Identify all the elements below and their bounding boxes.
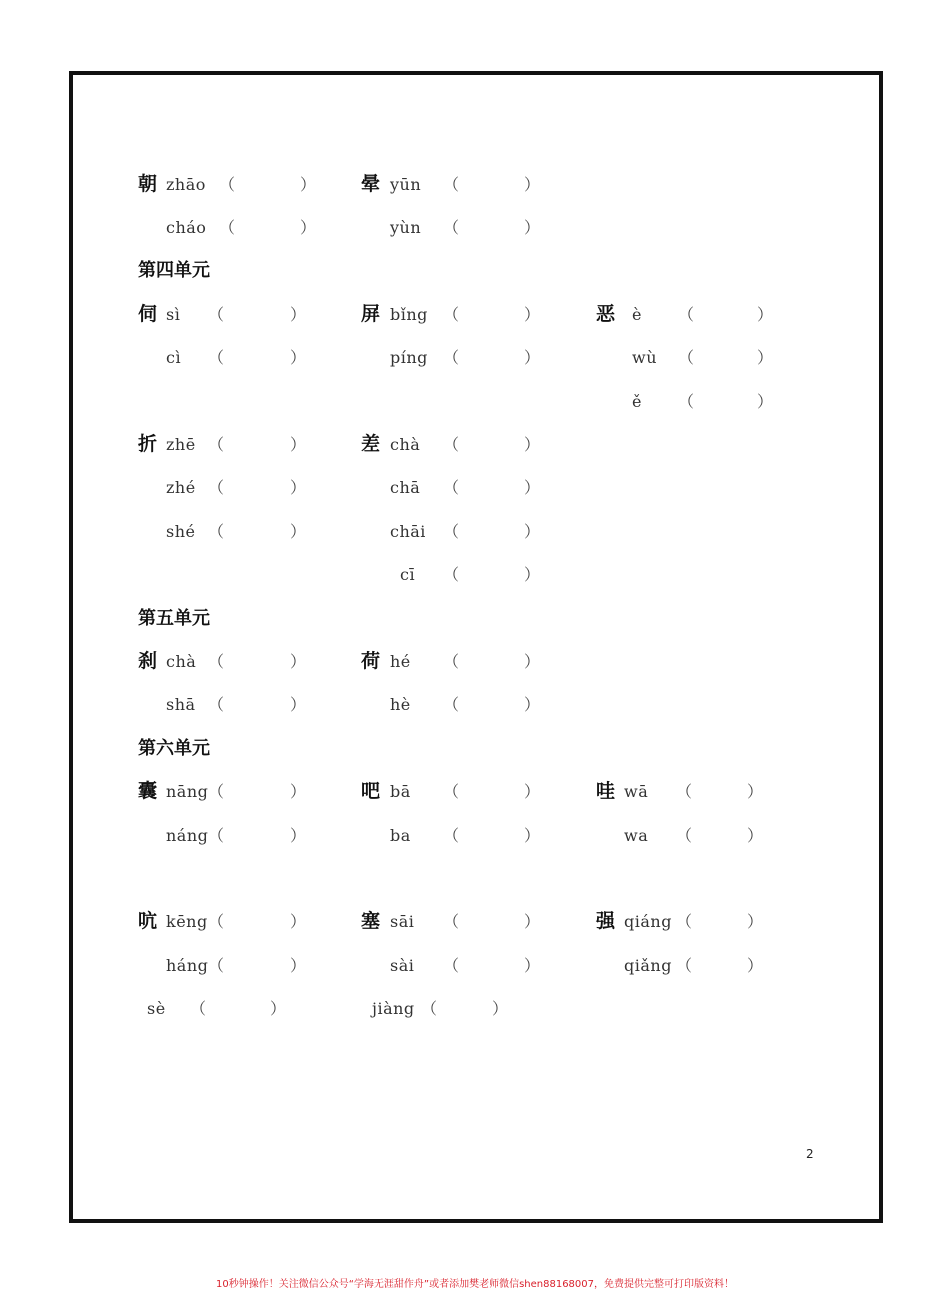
answer-blank-open: （ xyxy=(190,999,207,1018)
pinyin-reading: wā xyxy=(624,782,649,801)
answer-blank-close: ） xyxy=(290,478,307,497)
answer-blank-open: （ xyxy=(443,912,460,931)
answer-blank-close: ） xyxy=(290,348,307,367)
answer-blank-close: ） xyxy=(747,956,764,975)
pinyin-reading: qiáng xyxy=(624,912,672,931)
page-border xyxy=(69,71,883,1223)
pinyin-reading: jiàng xyxy=(372,999,415,1018)
answer-blank-close: ） xyxy=(524,348,541,367)
pinyin-reading: kēng xyxy=(166,912,208,931)
answer-blank-close: ） xyxy=(524,652,541,671)
answer-blank-open: （ xyxy=(208,478,225,497)
answer-blank-open: （ xyxy=(676,912,693,931)
answer-blank-open: （ xyxy=(421,999,438,1018)
answer-blank-open: （ xyxy=(208,522,225,541)
answer-blank-close: ） xyxy=(290,912,307,931)
polyphonic-character: 伺 xyxy=(138,303,158,325)
polyphonic-character: 晕 xyxy=(361,173,381,195)
answer-blank-close: ） xyxy=(524,478,541,497)
answer-blank-open: （ xyxy=(676,956,693,975)
pinyin-reading: chà xyxy=(166,652,197,671)
footer-note: 10秒钟操作！关注微信公众号“学海无涯甜作舟”或者添加樊老师微信shen88168007，免费提供完整可打印版资料！ xyxy=(215,1279,735,1290)
answer-blank-open: （ xyxy=(443,218,460,237)
answer-blank-open: （ xyxy=(219,218,236,237)
answer-blank-close: ） xyxy=(524,912,541,931)
answer-blank-close: ） xyxy=(290,782,307,801)
answer-blank-open: （ xyxy=(443,435,460,454)
pinyin-reading: nāng xyxy=(166,782,209,801)
polyphonic-character: 荷 xyxy=(361,650,381,672)
pinyin-reading: hé xyxy=(390,652,411,671)
answer-blank-open: （ xyxy=(678,305,695,324)
pinyin-reading: píng xyxy=(390,348,428,367)
pinyin-reading: bā xyxy=(390,782,411,801)
pinyin-reading: háng xyxy=(166,956,209,975)
polyphonic-character: 差 xyxy=(361,433,381,455)
answer-blank-close: ） xyxy=(524,435,541,454)
pinyin-reading: wa xyxy=(624,826,649,845)
answer-blank-open: （ xyxy=(443,565,460,584)
answer-blank-open: （ xyxy=(208,912,225,931)
pinyin-reading: yùn xyxy=(390,218,422,237)
answer-blank-open: （ xyxy=(443,348,460,367)
answer-blank-close: ） xyxy=(747,826,764,845)
answer-blank-close: ） xyxy=(270,999,287,1018)
answer-blank-close: ） xyxy=(524,218,541,237)
answer-blank-open: （ xyxy=(208,435,225,454)
pinyin-reading: zhē xyxy=(166,435,196,454)
pinyin-reading: bǐng xyxy=(390,305,428,324)
pinyin-reading: sài xyxy=(390,956,415,975)
answer-blank-close: ） xyxy=(290,956,307,975)
polyphonic-character: 哇 xyxy=(596,780,616,802)
answer-blank-close: ） xyxy=(492,999,509,1018)
answer-blank-open: （ xyxy=(219,175,236,194)
polyphonic-character: 塞 xyxy=(361,910,381,932)
pinyin-reading: chāi xyxy=(390,522,426,541)
answer-blank-open: （ xyxy=(443,782,460,801)
unit-heading: 第四单元 xyxy=(138,260,210,281)
answer-blank-open: （ xyxy=(676,782,693,801)
page-number: 2 xyxy=(806,1147,814,1161)
answer-blank-open: （ xyxy=(208,305,225,324)
answer-blank-close: ） xyxy=(524,956,541,975)
answer-blank-close: ） xyxy=(757,305,774,324)
polyphonic-character: 朝 xyxy=(138,173,158,195)
unit-heading: 第六单元 xyxy=(138,738,210,759)
answer-blank-close: ） xyxy=(300,175,317,194)
pinyin-reading: cī xyxy=(400,565,416,584)
answer-blank-close: ） xyxy=(757,348,774,367)
pinyin-reading: yūn xyxy=(390,175,422,194)
pinyin-reading: chā xyxy=(390,478,421,497)
answer-blank-open: （ xyxy=(443,478,460,497)
pinyin-reading: sè xyxy=(147,999,166,1018)
pinyin-reading: shé xyxy=(166,522,196,541)
answer-blank-open: （ xyxy=(208,695,225,714)
answer-blank-close: ） xyxy=(290,522,307,541)
polyphonic-character: 恶 xyxy=(596,303,616,325)
pinyin-reading: zhāo xyxy=(166,175,206,194)
polyphonic-character: 吧 xyxy=(361,780,381,802)
pinyin-reading: cì xyxy=(166,348,182,367)
answer-blank-close: ） xyxy=(524,565,541,584)
answer-blank-close: ） xyxy=(524,175,541,194)
answer-blank-close: ） xyxy=(747,782,764,801)
pinyin-reading: ba xyxy=(390,826,411,845)
answer-blank-open: （ xyxy=(678,392,695,411)
pinyin-reading: è xyxy=(632,305,642,324)
answer-blank-close: ） xyxy=(524,782,541,801)
answer-blank-close: ） xyxy=(290,305,307,324)
pinyin-reading: zhé xyxy=(166,478,196,497)
answer-blank-close: ） xyxy=(524,826,541,845)
answer-blank-close: ） xyxy=(747,912,764,931)
answer-blank-close: ） xyxy=(290,435,307,454)
polyphonic-character: 强 xyxy=(596,910,616,932)
polyphonic-character: 囊 xyxy=(138,780,158,802)
polyphonic-character: 刹 xyxy=(138,650,158,672)
pinyin-reading: shā xyxy=(166,695,196,714)
answer-blank-close: ） xyxy=(290,652,307,671)
answer-blank-open: （ xyxy=(676,826,693,845)
pinyin-reading: sì xyxy=(166,305,181,324)
answer-blank-open: （ xyxy=(443,956,460,975)
answer-blank-open: （ xyxy=(208,348,225,367)
answer-blank-open: （ xyxy=(208,956,225,975)
answer-blank-close: ） xyxy=(290,826,307,845)
pinyin-reading: chà xyxy=(390,435,421,454)
unit-heading: 第五单元 xyxy=(138,608,210,629)
answer-blank-close: ） xyxy=(300,218,317,237)
answer-blank-close: ） xyxy=(757,392,774,411)
answer-blank-open: （ xyxy=(443,652,460,671)
pinyin-reading: náng xyxy=(166,826,209,845)
answer-blank-close: ） xyxy=(524,522,541,541)
answer-blank-open: （ xyxy=(443,695,460,714)
polyphonic-character: 折 xyxy=(138,433,158,455)
answer-blank-open: （ xyxy=(443,522,460,541)
pinyin-reading: cháo xyxy=(166,218,207,237)
pinyin-reading: sāi xyxy=(390,912,415,931)
answer-blank-open: （ xyxy=(208,652,225,671)
pinyin-reading: ě xyxy=(632,392,642,411)
polyphonic-character: 屏 xyxy=(361,303,381,325)
pinyin-reading: wù xyxy=(632,348,657,367)
answer-blank-close: ） xyxy=(524,695,541,714)
pinyin-reading: qiǎng xyxy=(624,956,672,975)
polyphonic-character: 吭 xyxy=(138,910,158,932)
answer-blank-open: （ xyxy=(208,826,225,845)
answer-blank-open: （ xyxy=(443,826,460,845)
answer-blank-open: （ xyxy=(208,782,225,801)
answer-blank-open: （ xyxy=(443,305,460,324)
pinyin-reading: hè xyxy=(390,695,411,714)
answer-blank-close: ） xyxy=(524,305,541,324)
answer-blank-open: （ xyxy=(678,348,695,367)
answer-blank-close: ） xyxy=(290,695,307,714)
answer-blank-open: （ xyxy=(443,175,460,194)
